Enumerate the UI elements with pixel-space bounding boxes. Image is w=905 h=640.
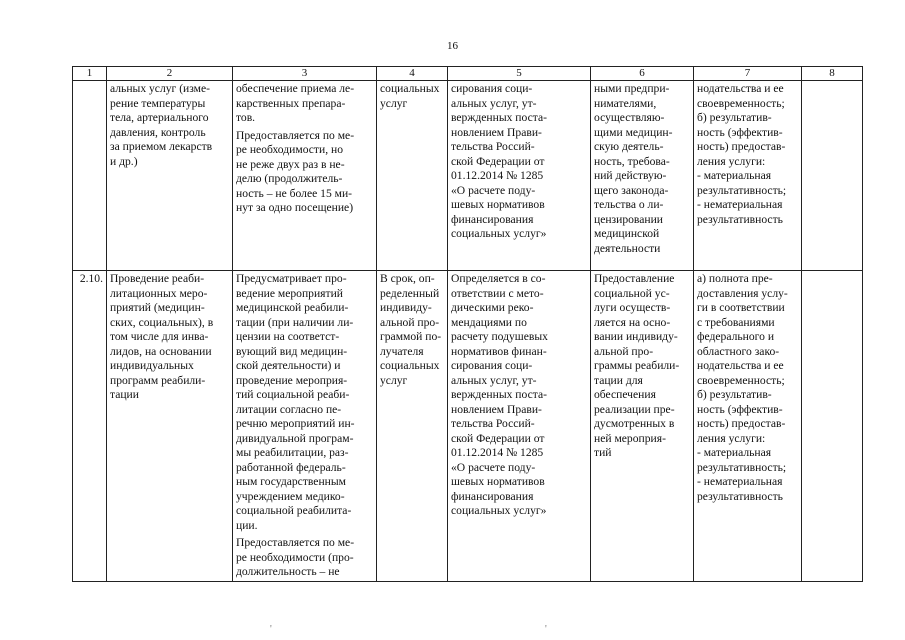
description-paragraph: Предоставляется по ме- ре необходимости, но не реже двух раз в не- делю (продолжитель- ность – не более 15 ми- нут за одно посещение) [236,128,355,214]
quality-indicators-cell: а) полнота пре- доставления услу- ги в соответствии с требованиями федерального и областного зако- нодательства и ее своевременность; б) результатив- ность (эффектив- ность) предостав- ления услуги: - материальная результативность; - нематериальная результативность [694,271,802,582]
header-col-8: 8 [802,67,863,81]
table-row-continued [73,81,863,271]
notes-cell [802,81,863,271]
description-paragraph: обеспечение приема ле- карственных препара- тов. [236,82,355,124]
description-paragraph: Предусматривает про- ведение мероприятий медицинской реабили- тации (при наличии ли- цензии на соответст- вующий вид медицин- ской деятельности) и проведение мероприя- тий социальной реаби- литации согласно пе- речню мероприятий ин- дивидуальной програм- мы реабилитации, раз- работанной федераль- ным государственным учреждением медико- социальной реабилита- ции. [236,272,355,532]
quality-indicators-cell: нодательства и ее своевременность; б) результатив- ность (эффектив- ность) предостав- ления услуги: - материальная результативность; - нематериальная результативность [694,81,802,271]
service-name-cell: альных услуг (изме- рение температуры тела, артериального давления, контроль за приемом лекарств и др.) [107,81,233,271]
row-number-cell: 2.10. [73,271,107,582]
table-header-row [73,67,863,81]
scan-mark: ' [545,624,547,635]
header-col-3: 3 [233,67,377,81]
scan-marks [0,624,905,640]
header-col-4: 4 [377,67,448,81]
conditions-cell: ными предпри- нимателями, осуществляю- щими медицин- скую деятель- ность, требова- ний действую- щего законода- тельства о ли- цензировании медицинской деятельности [591,81,694,271]
services-table [72,66,863,582]
notes-cell [802,271,863,582]
header-col-6: 6 [591,67,694,81]
tariff-cell: сирования соци- альных услуг, ут- вержденных поста- новлением Прави- тельства Россий- ской Федерации от 01.12.2014 № 1285 «О расчете поду- шевых нормативов финансирования социальных услуг» [448,81,591,271]
row-number-cell [73,81,107,271]
header-col-1: 1 [73,67,107,81]
page-number: 16 [447,40,458,52]
service-name-cell: Проведение реаби- литационных меро- приятий (медицин- ских, социальных), в том числе для инва- лидов, на основании индивидуальных программ реабили- тации [107,271,233,582]
service-term-cell: В срок, оп- ределенный индивиду- альной про- граммой по- лучателя социальных услуг [377,271,448,582]
header-col-2: 2 [107,67,233,81]
tariff-cell: Определяется в со- ответствии с мето- дическими реко- мендациями по расчету подушевых нормативов финан- сирования соци- альных услуг, ут- вержденных поста- новлением Прави- тельства Россий- ской Федерации от 01.12.2014 № 1285 «О расчете поду- шевых нормативов финансирования социальных услуг» [448,271,591,582]
header-col-7: 7 [694,67,802,81]
header-col-5: 5 [448,67,591,81]
service-term-cell: социальных услуг [377,81,448,271]
service-description-cell [233,271,377,582]
service-description-cell [233,81,377,271]
conditions-cell: Предоставление социальной ус- луги осуществ- ляется на осно- вании индивиду- альной про- граммы реабили- тации для обеспечения реализации пре- дусмотренных в ней мероприя- тий [591,271,694,582]
table-row-2-10 [73,271,863,582]
scan-mark: ' [270,624,272,635]
description-paragraph: Предоставляется по ме- ре необходимости (про- должительность – не [236,536,355,578]
